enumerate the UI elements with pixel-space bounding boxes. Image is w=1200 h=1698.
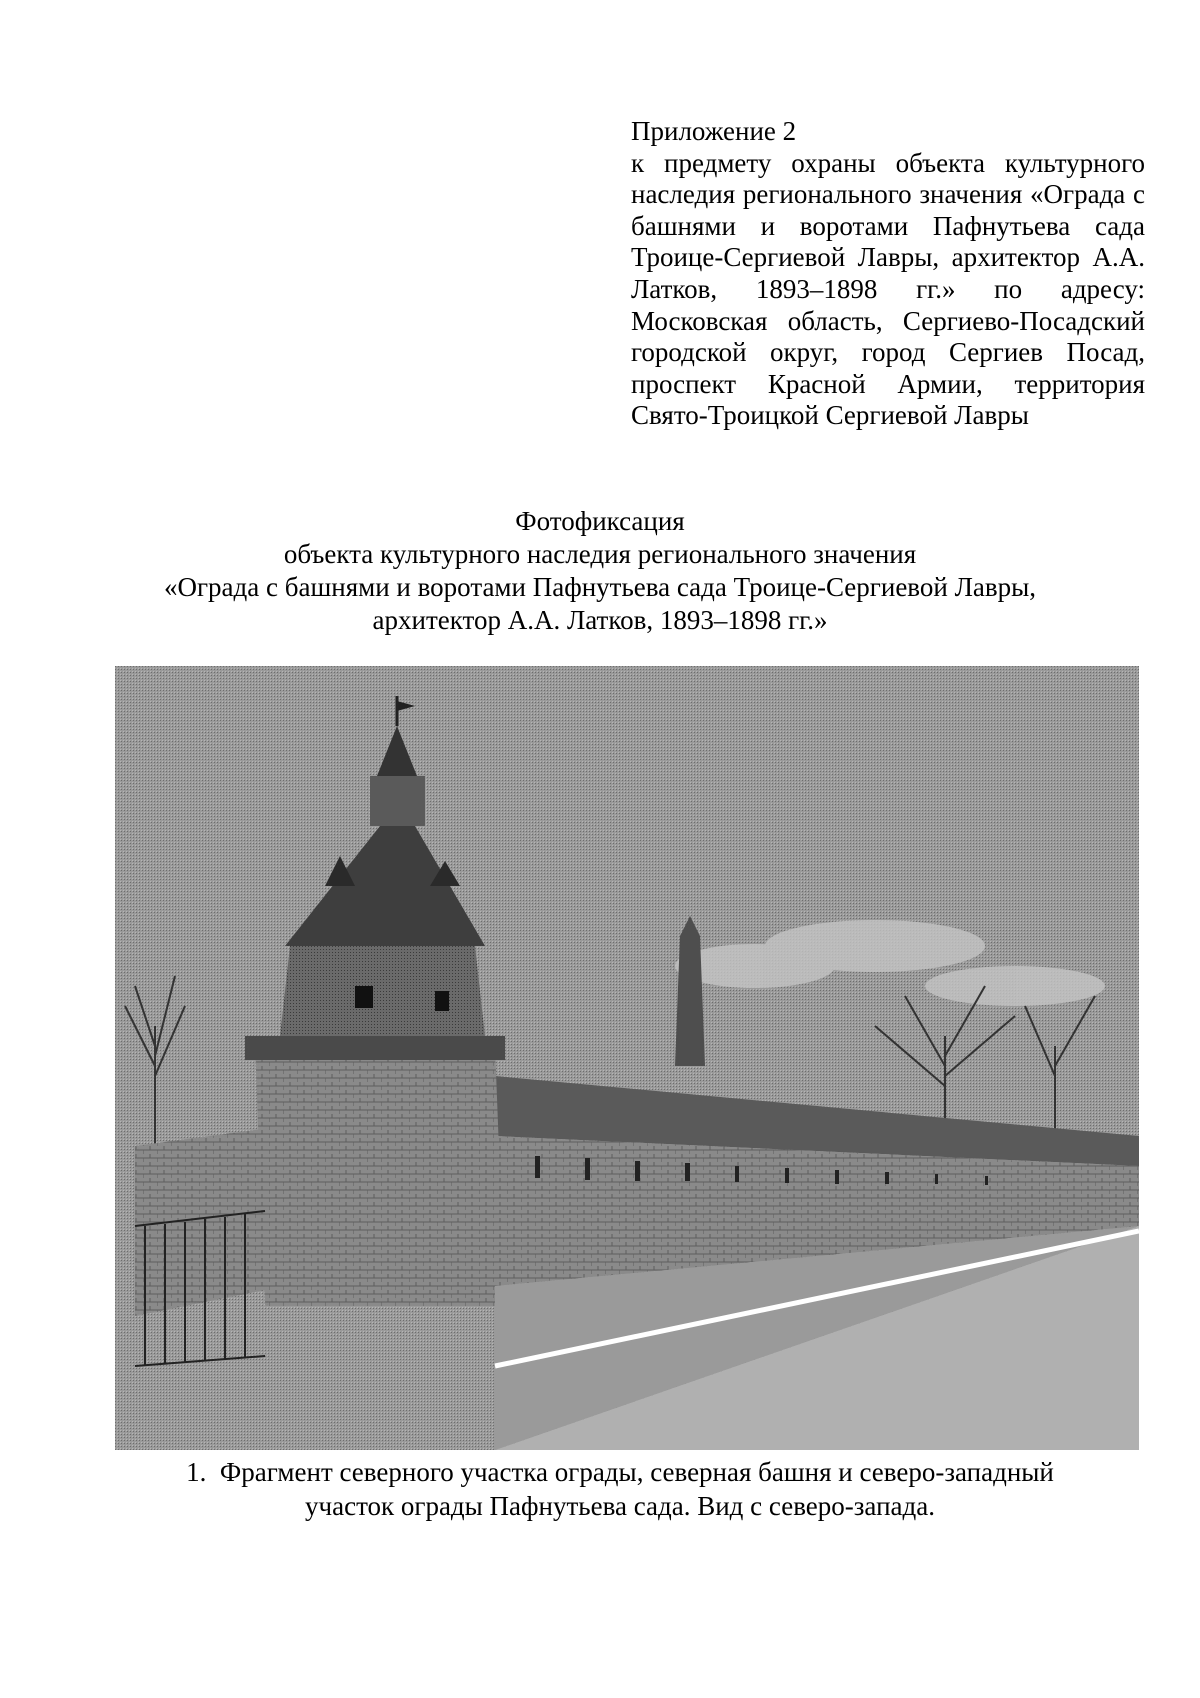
- tower-base: [255, 1046, 505, 1306]
- photo-illustration: [115, 666, 1139, 1450]
- tower-lantern: [370, 776, 425, 826]
- heading-line-3: «Ограда с башнями и воротами Пафнутьева сада Троице-Сергиевой Лавры,: [163, 572, 1036, 602]
- caption-number: 1.: [186, 1457, 207, 1487]
- heading-line-2: объекта культурного наследия регионального значения: [283, 539, 917, 569]
- monastery-wall-photo: [115, 666, 1139, 1450]
- tower-upper: [280, 946, 485, 1036]
- document-heading: [100, 505, 1100, 637]
- photo-caption: [120, 1455, 1120, 1523]
- appendix-text: к предмету охраны объекта культурного наследия регионального значения «Ограда с башнями и воротами Пафнутьева сада Троице-Сергиевой Лавры, архитектор А.А. Латков, 1893–1898 гг.» по адресу: Московская область, Сергиево-Посадский городской округ, город Сергиев Посад, проспект Красной Армии, территория Свято-Троицкой Сергиевой Лавры: [631, 147, 1145, 431]
- caption-text-1: Фрагмент северного участка ограды, северная башня и северо-западный: [219, 1457, 1054, 1487]
- caption-line-1: [120, 1455, 1120, 1489]
- appendix-title: Приложение 2: [631, 116, 797, 146]
- caption-line-2: участок ограды Пафнутьева сада. Вид с северо-запада.: [305, 1491, 935, 1521]
- tower-cornice: [245, 1036, 505, 1060]
- appendix-block: [631, 116, 1145, 432]
- heading-line-4: архитектор А.А. Латков, 1893–1898 гг.»: [372, 605, 828, 635]
- heading-line-1: Фотофиксация: [515, 506, 685, 536]
